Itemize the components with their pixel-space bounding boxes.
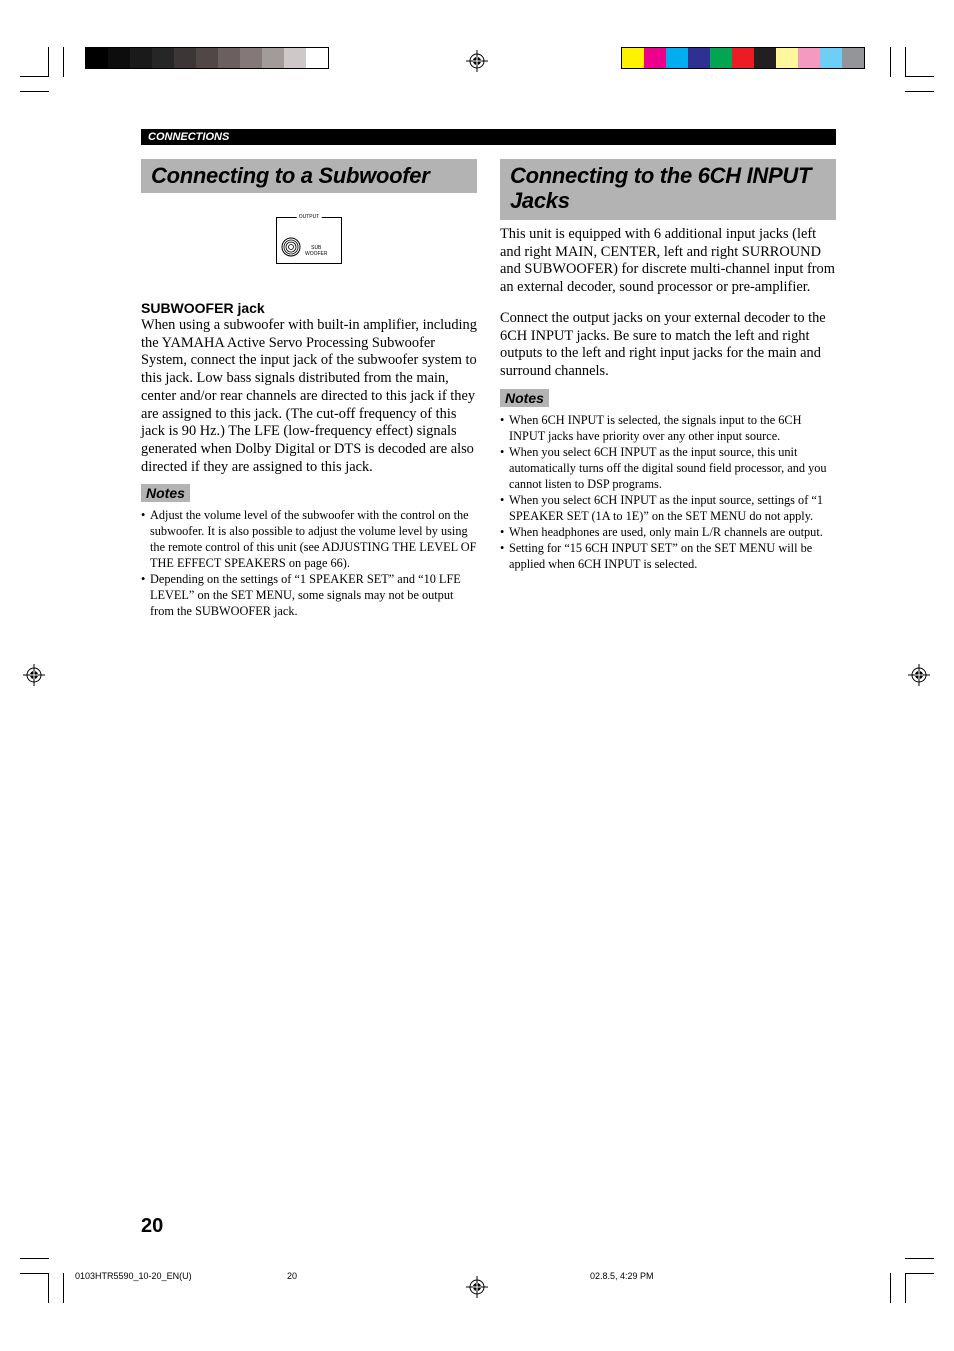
6ch-input-connection-instructions: Connect the output jacks on your external decoder to the 6CH INPUT jacks. Be sure to match the left and right outputs to the left and right input jacks for the main and surround channels. [500,310,826,380]
grayscale-swatch [262,48,284,68]
note-text: When you select 6CH INPUT as the input source, this unit automatically turns off the digital sound field processor, and you cannot listen to DSP programs. [509,445,827,491]
color-swatch [842,48,864,68]
registration-mark-icon [466,50,488,72]
grayscale-swatch [196,48,218,68]
grayscale-swatch [152,48,174,68]
color-swatch [644,48,666,68]
subwoofer-output-diagram [276,214,342,264]
bullet-icon: • [500,445,505,459]
grayscale-swatch [306,48,328,68]
subwoofer-description: When using a subwoofer with built-in amplifier, including the YAMAHA Active Servo Processing Subwoofer System, connect the input jack of the subwoofer system to this jack. Low bass signals distributed from the main, center and/or rear channels are directed to this jack if they are assigned to this jack. (The cut-off frequency of this jack is 90 Hz.) The LFE (low-frequency effect) signals generated when Dolby Digital or DTS is decoded are also directed if they are assigned to this jack. [141,317,477,475]
bullet-icon: • [141,572,146,586]
bullet-icon: • [141,508,146,522]
registration-mark-icon [466,1276,488,1298]
color-swatch [776,48,798,68]
left-section-title: Connecting to a Subwoofer [141,159,477,193]
right-notes-list [500,412,838,572]
rca-jack-icon [281,237,301,257]
color-swatch [732,48,754,68]
registration-mark-icon [23,664,45,686]
registration-mark-icon [908,664,930,686]
color-swatch [820,48,842,68]
footer-page: 20 [287,1271,298,1281]
grayscale-swatch [130,48,152,68]
left-notes-label: Notes [141,484,190,502]
grayscale-swatch [174,48,196,68]
note-text: When 6CH INPUT is selected, the signals input to the 6CH INPUT jacks have priority over any other input source. [509,413,802,443]
bullet-icon: • [500,413,505,427]
subwoofer-jack-label: SUB WOOFER [305,245,328,257]
note-text: Adjust the volume level of the subwoofer with the control on the subwoofer. It is also possible to adjust the volume level by using the remote control of this unit (see ADJUSTING THE LEVEL OF THE EFFECT SPEAKERS on page 66). [150,508,477,570]
bullet-icon: • [500,541,505,555]
right-notes-label: Notes [500,389,549,407]
note-text: When you select 6CH INPUT as the input source, settings of “1 SPEAKER SET (1A to 1E)” on the SET MENU do not apply. [509,493,823,523]
color-swatch [622,48,644,68]
process-color-bar [621,47,865,69]
grayscale-swatch [86,48,108,68]
subwoofer-jack-heading: SUBWOOFER jack [141,300,265,316]
left-notes-list [141,507,479,619]
right-section-title: Connecting to the 6CH INPUT Jacks [500,159,836,220]
bullet-icon: • [500,493,505,507]
grayscale-swatch [218,48,240,68]
section-header-band: CONNECTIONS [141,129,836,145]
bullet-icon: • [500,525,505,539]
color-swatch [688,48,710,68]
grayscale-swatch [240,48,262,68]
grayscale-swatch [284,48,306,68]
6ch-input-description: This unit is equipped with 6 additional input jacks (left and right MAIN, CENTER, left and right SURROUND and SUBWOOFER) for discrete multi-channel input from an external decoder, sound processor or pre-amplifier. [500,226,835,296]
note-text: Depending on the settings of “1 SPEAKER SET” and “10 LFE LEVEL” on the SET MENU, some signals may not be output from the SUBWOOFER jack. [150,572,461,618]
page-number: 20 [141,1215,164,1237]
grayscale-swatch [108,48,130,68]
footer-file-name: 0103HTR5590_10-20_EN(U) [75,1271,192,1281]
footer-timestamp: 02.8.5, 4:29 PM [590,1271,654,1281]
output-label: OUTPUT [298,214,320,220]
note-item [500,492,838,524]
note-item [500,412,838,444]
grayscale-color-bar [85,47,329,69]
color-swatch [798,48,820,68]
note-text: When headphones are used, only main L/R channels are output. [509,525,823,539]
note-item [141,571,479,619]
note-item [500,540,838,572]
color-swatch [710,48,732,68]
note-item [500,444,838,492]
color-swatch [754,48,776,68]
note-item [141,507,479,571]
note-text: Setting for “15 6CH INPUT SET” on the SET MENU will be applied when 6CH INPUT is selected. [509,541,813,571]
color-swatch [666,48,688,68]
note-item [500,524,838,540]
